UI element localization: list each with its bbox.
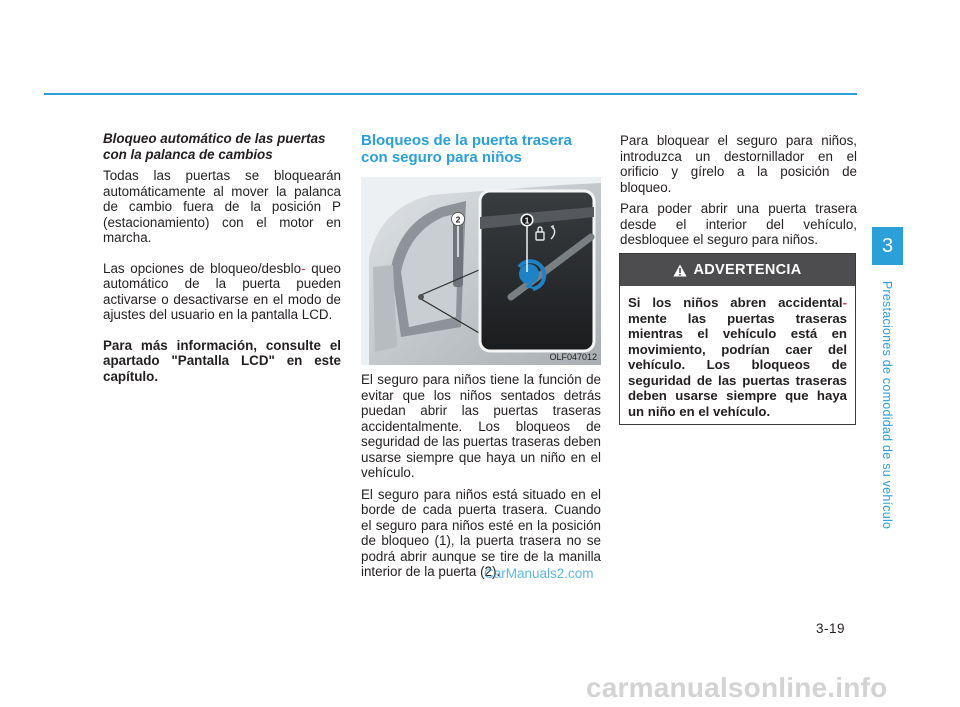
warning-title: ADVERTENCIA [693,262,802,278]
watermark-large: carmanualsonline.info [586,672,888,703]
unlock-instruction-paragraph: Para poder abrir una puerta trasera desde el interior del vehículo, desbloquee el seguro para niños. [620,201,857,247]
child-lock-heading: Bloqueos de la puerta trasera con seguro para niños [361,132,572,166]
left-column [103,131,341,384]
warning-triangle-icon [673,264,687,277]
door-illustration [361,177,601,365]
chapter-title: Prestaciones de comodidad de su vehículo [880,280,894,530]
warning-text: Si los niños abren accidental- mente las puertas traseras mientras el vehículo está en movimiento, podrían caer del vehículo. Los bloqueos de seguridad de las puertas traseras deben usarse siempre que haya un niño en el vehículo. [628,295,847,419]
child-lock-purpose-paragraph: El seguro para niños tiene la función de evitar que los niños sentados detrás puedan abrir las puertas traseras accidentalmente. Los bloqueos de seguridad de las puertas traseras deben usarse siempre que haya un niño en el vehículo. [361,372,601,480]
middle-column [361,133,601,166]
middle-column-body [361,372,601,580]
callout-1: 1 [524,215,530,226]
warning-header [620,254,855,286]
callout-2: 2 [455,214,461,225]
more-info-paragraph: Para más información, consulte el apartado "Pantalla LCD" en este capítulo. [103,337,341,384]
auto-lock-paragraph: Todas las puertas se bloquearán automáticamente al mover la palanca de cambio fuera de la posición P (estacionamiento) con el motor en marcha. [103,168,341,245]
warning-box [619,253,856,425]
child-lock-illustration [361,177,601,365]
lock-options-paragraph: Las opciones de bloqueo/desblo- queo automático de la puerta pueden activarse o desactivarse en el modo de ajustes del usuario en la pantalla LCD. [103,260,341,322]
right-column [620,133,857,248]
lock-instruction-paragraph: Para bloquear el seguro para niños, introduzca un destornillador en el orificio y gírelo a la posición de bloqueo. [620,133,857,195]
chapter-tab[interactable]: 3 [872,227,903,265]
section-subheading: Bloqueo automático de las puertas con la palanca de cambios [103,131,326,162]
watermark-small: CarManuals2.com [484,566,594,581]
figure-code: OLF047012 [549,352,597,362]
page-number: 3-19 [816,621,846,636]
child-lock-location-paragraph: El seguro para niños está situado en el borde de cada puerta trasera. Cuando el seguro para niños esté en la posición de bloqueo (1), la puerta trasera no se podrá abrir aunque se tire de la manilla interior de la puerta (2). [361,486,601,579]
header-rule [44,93,857,95]
